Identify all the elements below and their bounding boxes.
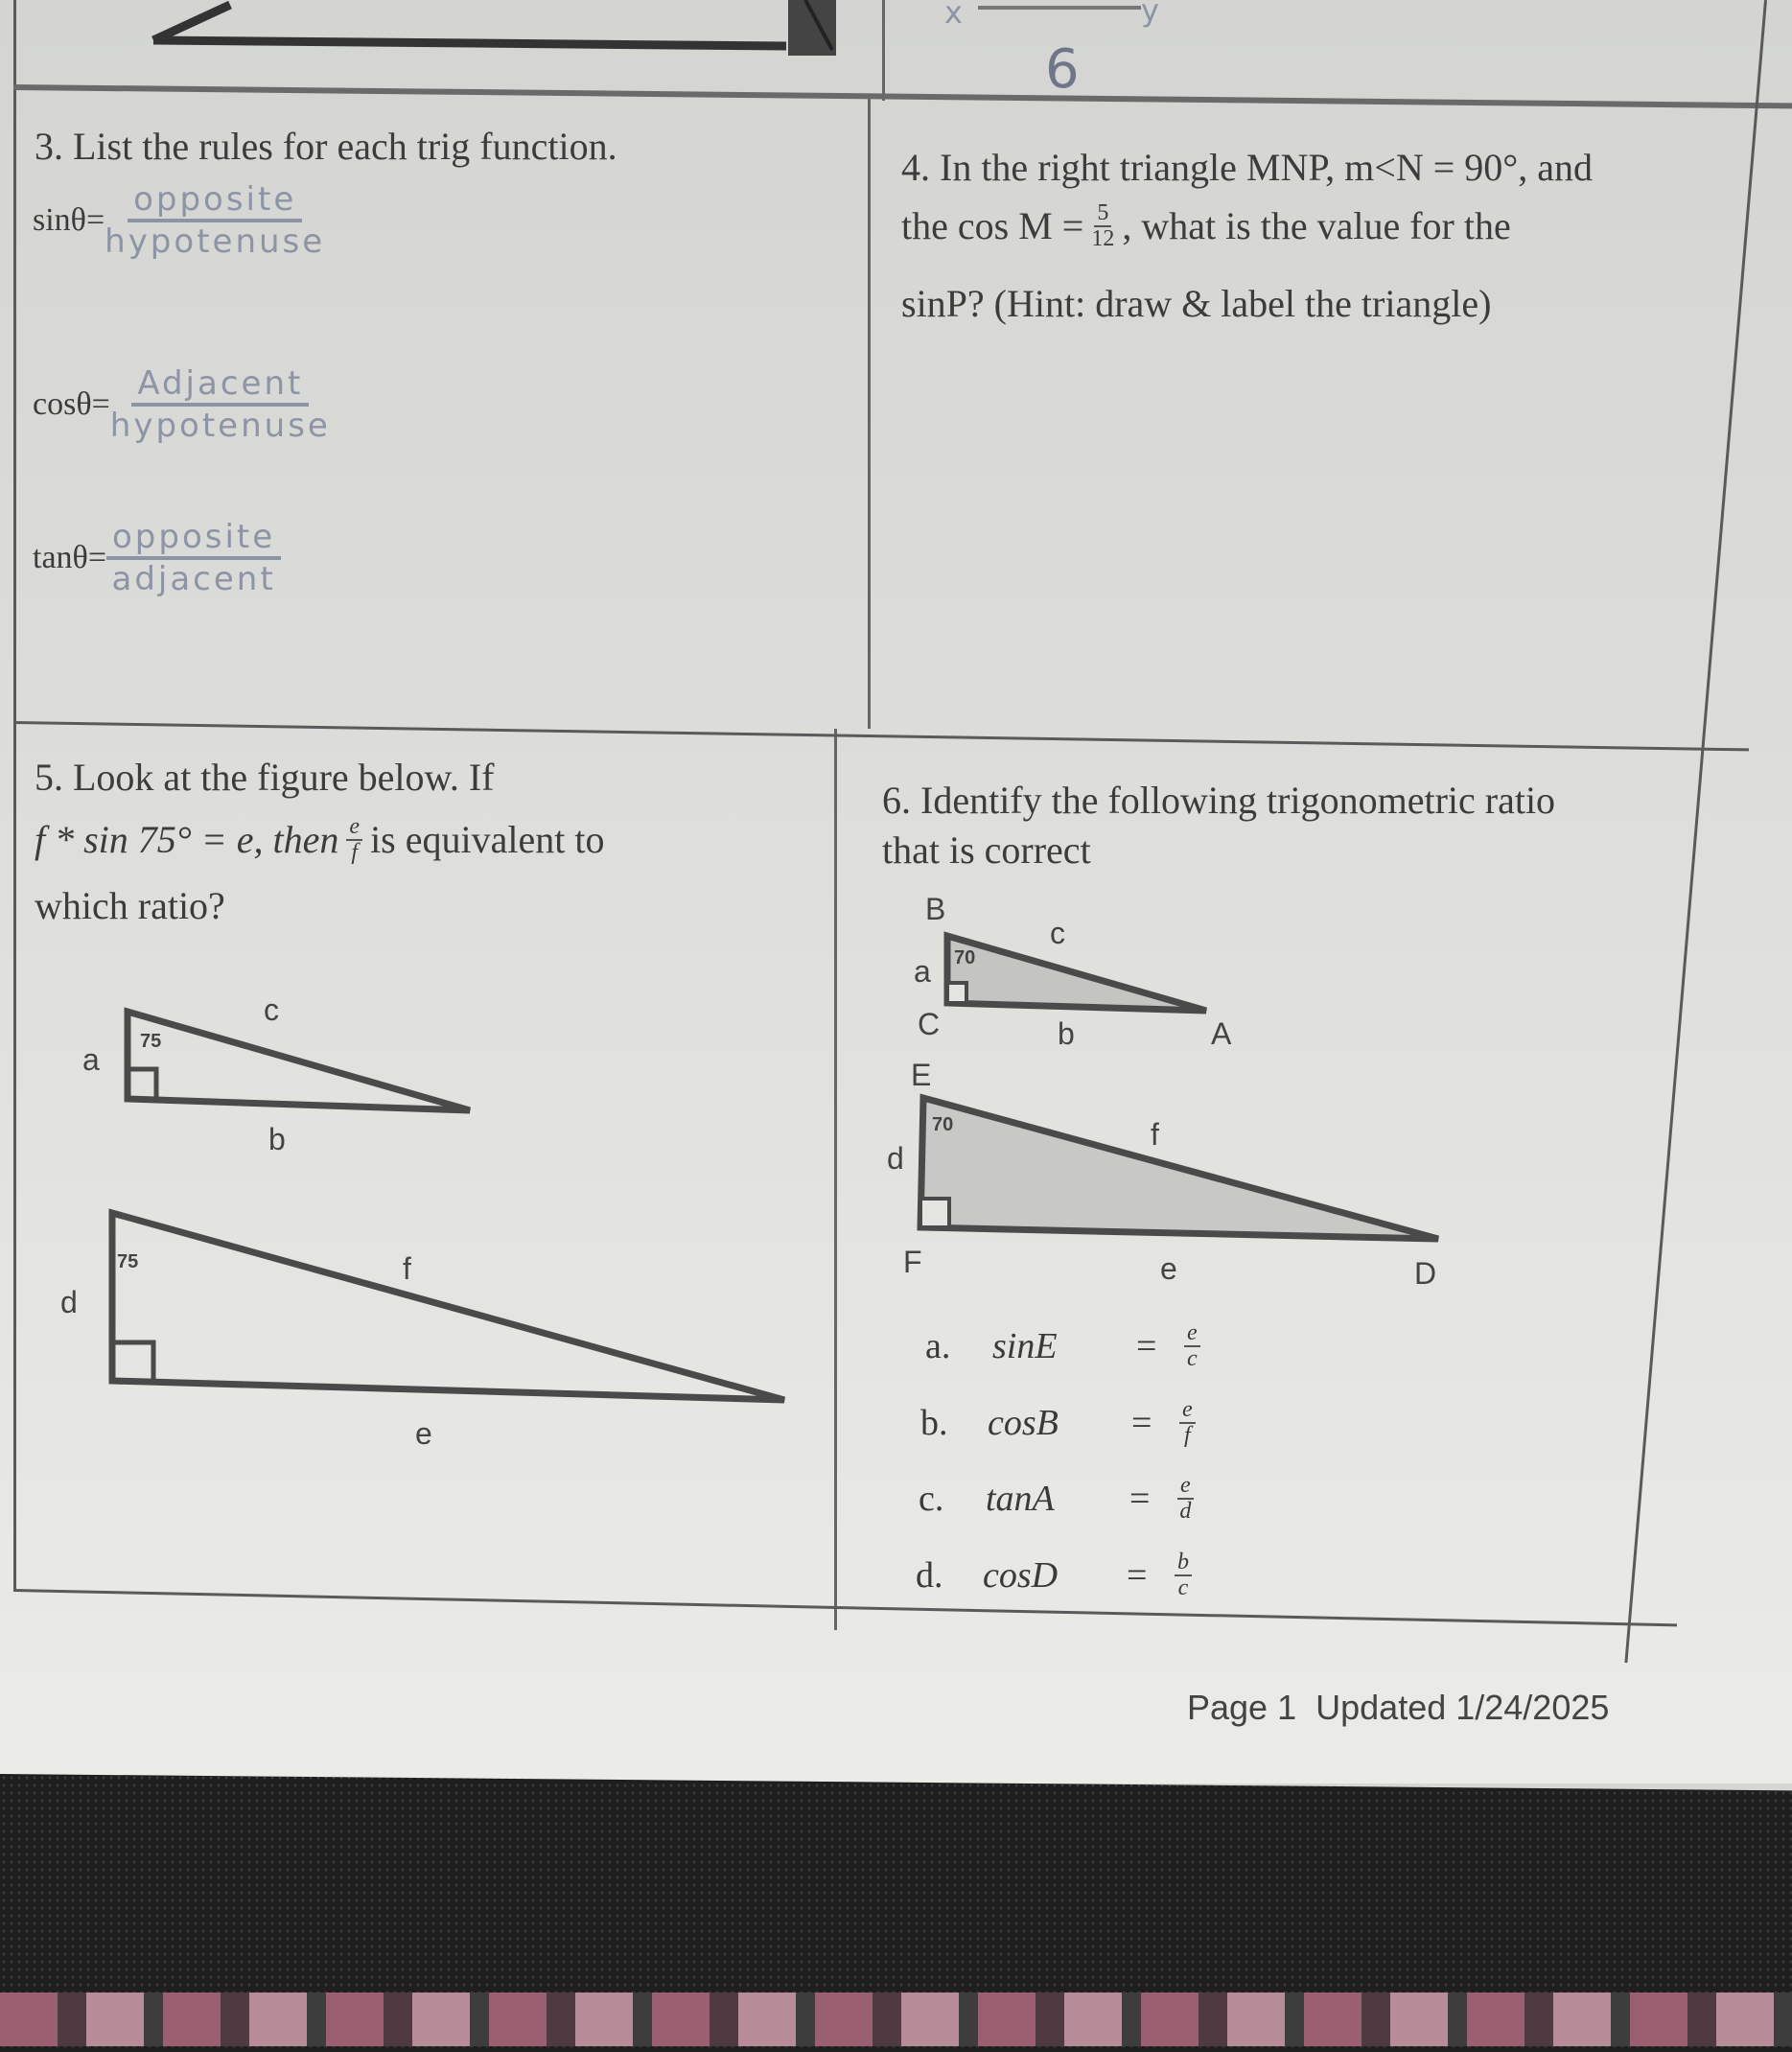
- choice-b-fraction: [1179, 1398, 1196, 1448]
- choice-b-den: f: [1183, 1423, 1191, 1449]
- q5-line1: 5. Look at the figure below. If: [35, 756, 495, 799]
- choice-d-den: c: [1177, 1575, 1189, 1601]
- q5-small-side-c: c: [264, 992, 279, 1027]
- q6-side-c: c: [1050, 916, 1065, 950]
- q5-large-side-e: e: [415, 1416, 432, 1451]
- grid-bottom-border: [13, 1589, 1677, 1626]
- equals-sign: =: [1129, 1479, 1151, 1520]
- choice-c-label: c.: [919, 1479, 944, 1520]
- q6-line1: 6. Identify the following trigonometric ratio: [882, 779, 1556, 822]
- choice-d-num: b: [1175, 1551, 1192, 1576]
- tan-label: tanθ=: [33, 539, 106, 575]
- grid-row-2-divider: [13, 721, 1749, 751]
- choice-d-function: cosD: [983, 1555, 1059, 1597]
- q5-large-side-d: d: [60, 1285, 78, 1319]
- q6-side-a: a: [914, 954, 931, 989]
- page-number: Page 1: [1187, 1688, 1297, 1727]
- q4-cos-fraction: [1091, 201, 1114, 251]
- q6-side-e: e: [1160, 1251, 1177, 1286]
- tan-numerator: opposite: [106, 518, 281, 560]
- grid-right-border: [1624, 0, 1767, 1663]
- choice-c-function: tanA: [986, 1479, 1055, 1520]
- q6-vertex-E: E: [911, 1058, 932, 1092]
- choice-c-fraction: [1177, 1474, 1194, 1524]
- q6-small-angle: 70: [954, 947, 976, 968]
- grid-center-mid: [868, 96, 871, 729]
- q4-line1: 4. In the right triangle MNP, m<N = 90°, and: [901, 146, 1594, 189]
- q6-side-b: b: [1058, 1016, 1075, 1051]
- sin-label: sinθ=: [33, 201, 105, 238]
- updated-date: Updated 1/24/2025: [1315, 1688, 1610, 1727]
- q5-frac-num: e: [346, 815, 362, 841]
- handwritten-answer: 6: [1045, 38, 1082, 101]
- q5-line2-tail: is equivalent to: [370, 818, 605, 862]
- previous-problem-line: [978, 6, 1141, 10]
- q5-triangles-figure: [0, 959, 815, 1486]
- q3-prompt: 3. List the rules for each trig function.: [35, 125, 617, 168]
- q5-line2: [35, 815, 604, 865]
- q5-small-side-b: b: [268, 1122, 286, 1156]
- choice-d[interactable]: [916, 1551, 1192, 1600]
- grid-center-top: [882, 0, 885, 101]
- choice-d-label: d.: [916, 1555, 943, 1597]
- equals-sign: =: [1131, 1403, 1152, 1444]
- q6-vertex-C: C: [918, 1007, 941, 1041]
- sin-answer[interactable]: [105, 180, 325, 261]
- choice-a-den: c: [1187, 1346, 1198, 1372]
- choice-a[interactable]: [925, 1321, 1200, 1371]
- q6-side-d: d: [887, 1141, 904, 1176]
- choice-b[interactable]: [920, 1398, 1196, 1448]
- choice-c-num: e: [1177, 1474, 1194, 1500]
- q6-vertex-B: B: [925, 892, 946, 926]
- choice-b-num: e: [1179, 1398, 1196, 1424]
- choice-c[interactable]: [919, 1474, 1194, 1524]
- choice-c-den: d: [1179, 1499, 1192, 1525]
- choice-b-function: cosB: [988, 1403, 1059, 1444]
- q5-small-angle: 75: [140, 1031, 162, 1052]
- tan-denominator: adjacent: [111, 560, 276, 598]
- cos-denominator: hypotenuse: [109, 407, 331, 445]
- choice-a-function: sinE: [992, 1326, 1058, 1367]
- q4-line2: [901, 201, 1511, 251]
- choice-b-label: b.: [920, 1403, 948, 1444]
- q5-equation: f * sin 75° = e, then: [35, 818, 339, 862]
- q6-large-angle: 70: [932, 1114, 954, 1135]
- cos-numerator: Adjacent: [131, 364, 309, 407]
- grid-row-1-divider: [13, 84, 1792, 108]
- q3-tan-row: [33, 518, 281, 598]
- choice-a-label: a.: [925, 1326, 951, 1367]
- handwritten-y: y: [1141, 0, 1162, 29]
- q5-large-angle: 75: [117, 1251, 139, 1272]
- handwritten-x: x: [944, 0, 966, 31]
- q5-line3: which ratio?: [35, 884, 225, 927]
- cos-label: cosθ=: [33, 385, 110, 422]
- q6-vertex-D: D: [1414, 1256, 1437, 1291]
- q6-line2: that is correct: [882, 828, 1091, 872]
- q5-small-side-a: a: [82, 1042, 100, 1077]
- q4-frac-den: 12: [1091, 226, 1115, 252]
- sin-denominator: hypotenuse: [105, 222, 326, 261]
- grid-center-bottom: [834, 729, 837, 1630]
- fabric-strip: [0, 1993, 1792, 2046]
- q6-side-f: f: [1151, 1117, 1159, 1152]
- q4-cos-label: the cos M =: [901, 204, 1084, 248]
- q6-vertex-F: F: [903, 1245, 922, 1279]
- page-footer: [1187, 1688, 1609, 1728]
- cos-answer[interactable]: [110, 364, 331, 445]
- q6-triangles-figure: [863, 882, 1457, 1304]
- q5-frac-den: f: [351, 840, 359, 866]
- q4-frac-num: 5: [1094, 201, 1111, 227]
- equals-sign: =: [1136, 1326, 1157, 1367]
- q6-vertex-A: A: [1211, 1016, 1232, 1051]
- choice-a-fraction: [1184, 1321, 1200, 1371]
- equals-sign: =: [1127, 1555, 1148, 1597]
- q4-answer-area[interactable]: [901, 345, 1745, 700]
- q3-cos-row: [33, 364, 331, 445]
- q5-fraction: [346, 815, 362, 865]
- choice-a-num: e: [1184, 1321, 1200, 1347]
- q5-large-side-f: f: [403, 1251, 411, 1286]
- previous-problem-triangle: [144, 0, 873, 67]
- q4-line3: sinP? (Hint: draw & label the triangle): [901, 282, 1492, 325]
- q4-line2-tail: , what is the value for the: [1122, 204, 1511, 248]
- choice-d-fraction: [1175, 1551, 1192, 1600]
- sin-numerator: opposite: [128, 180, 302, 222]
- tan-answer[interactable]: [106, 518, 281, 598]
- q3-sin-row: [33, 180, 325, 261]
